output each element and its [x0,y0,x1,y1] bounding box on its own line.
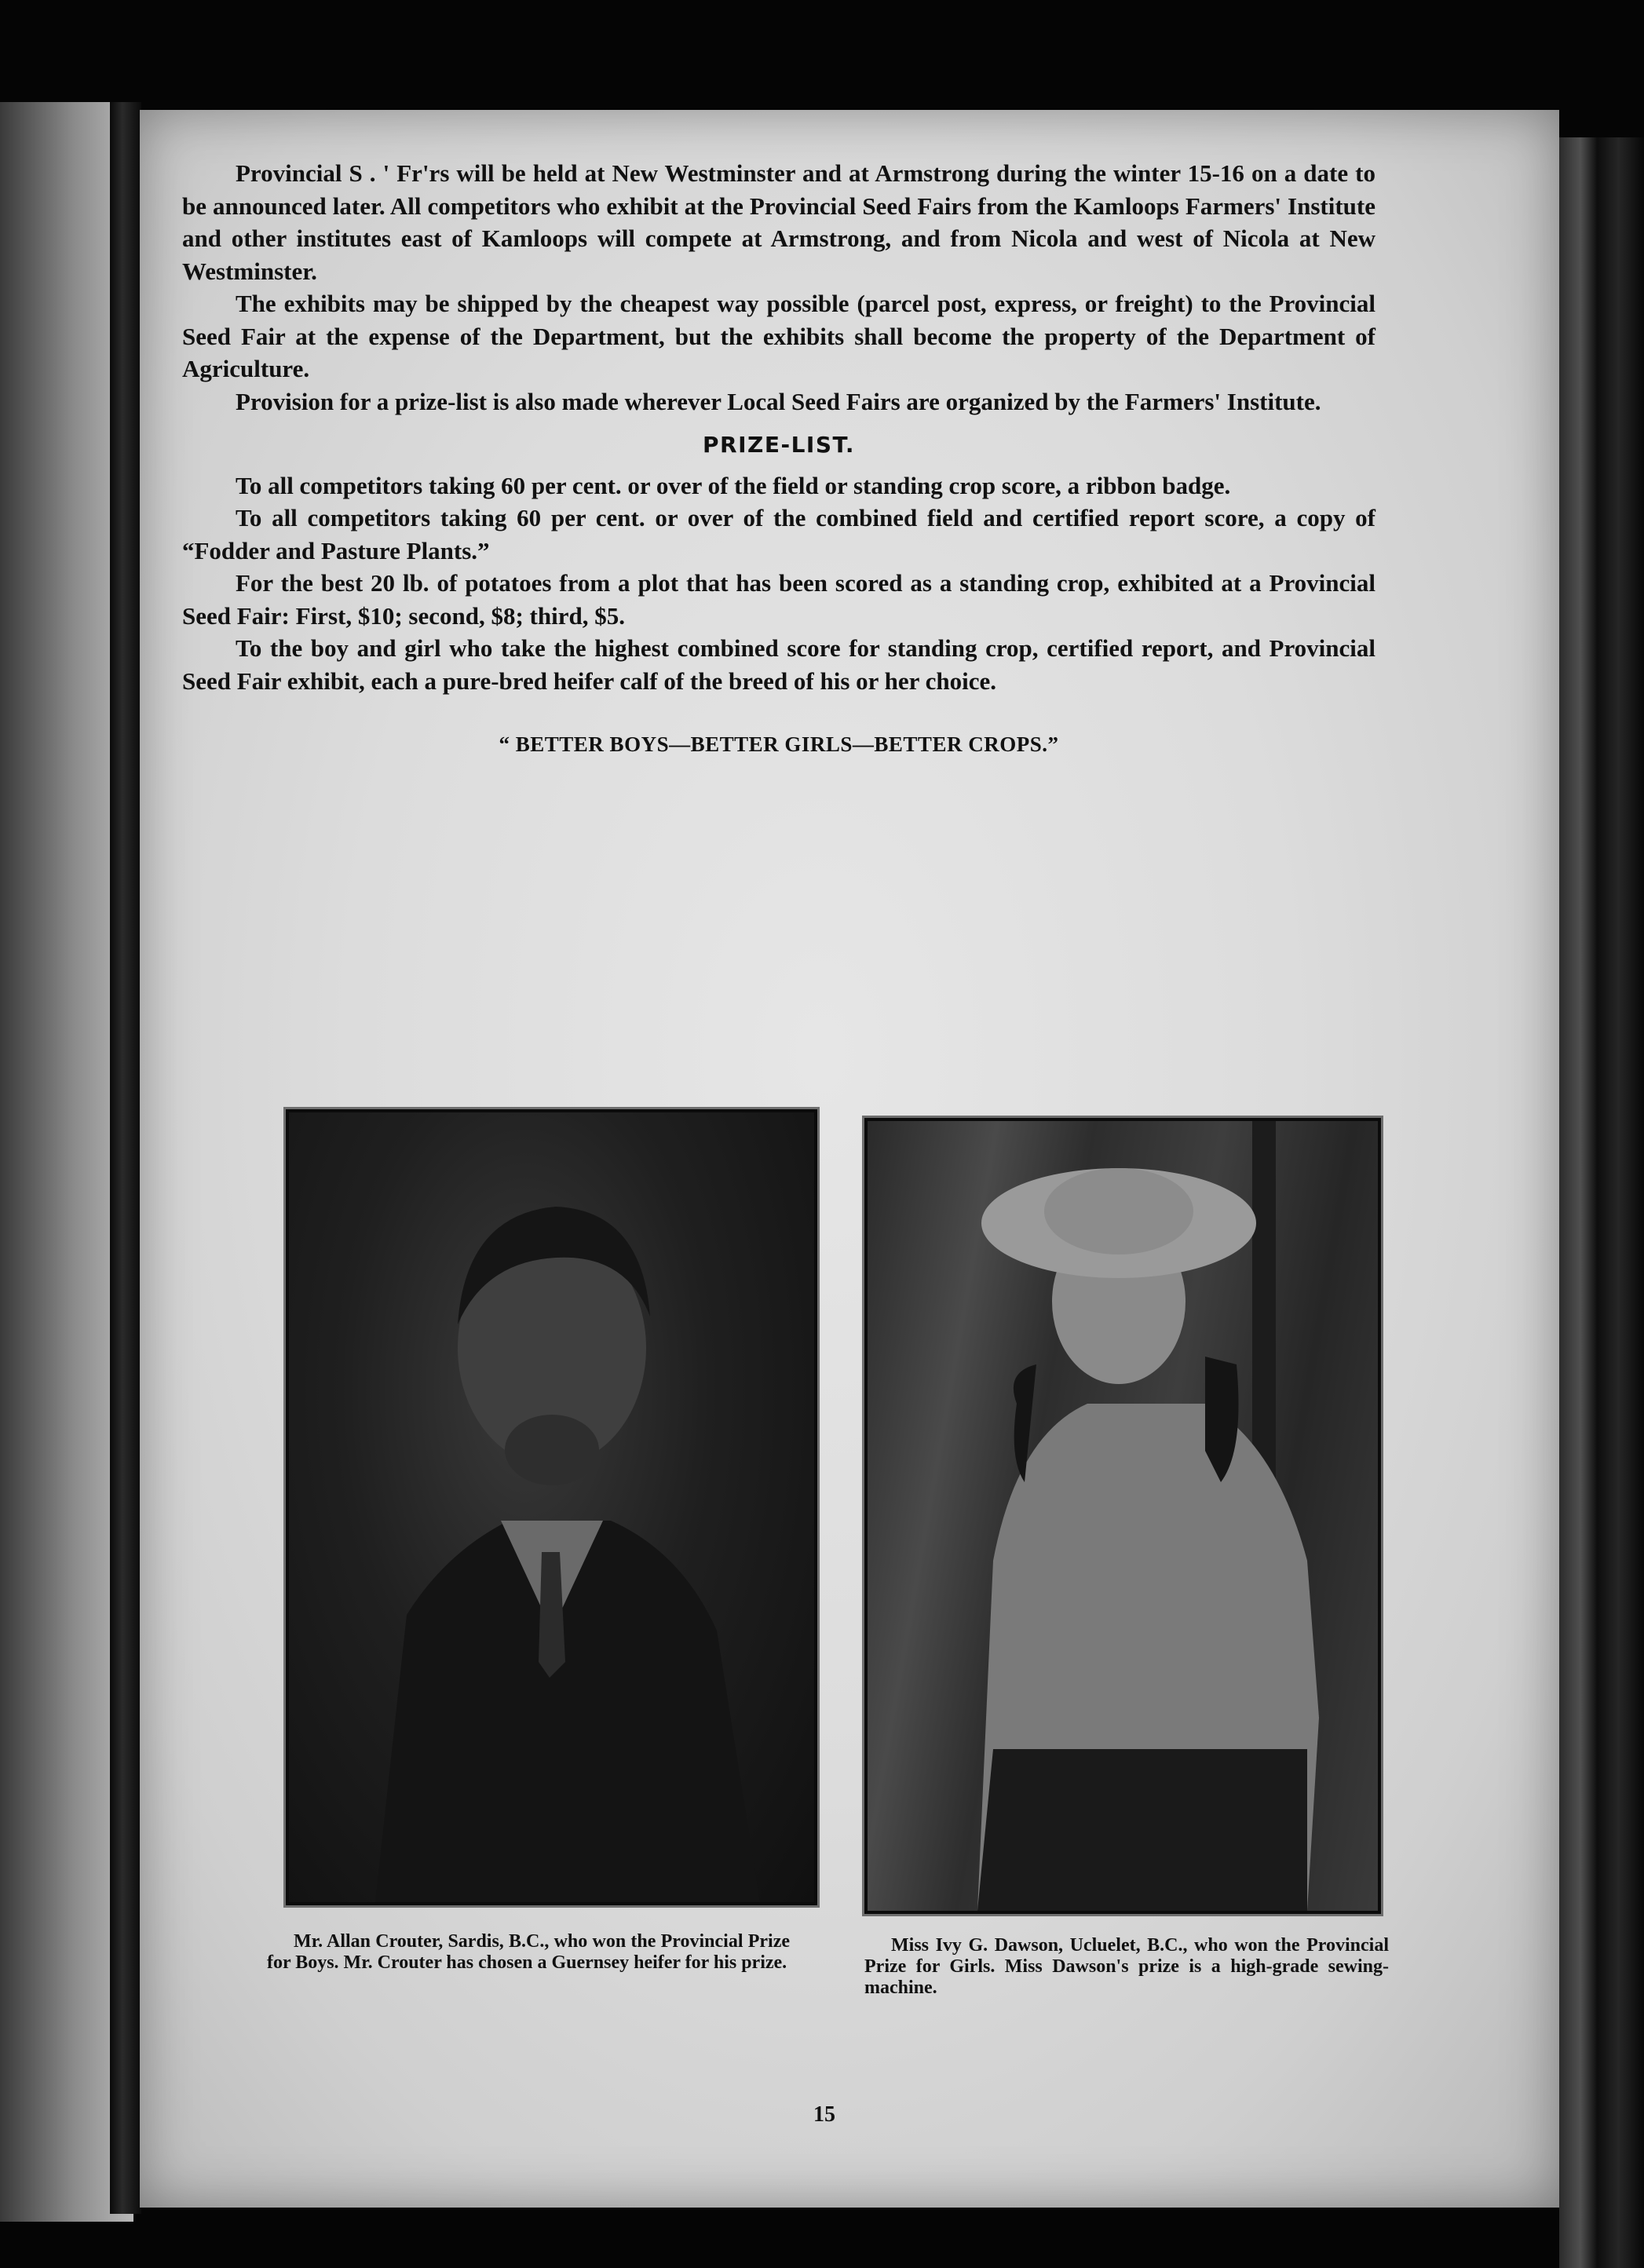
book-spine [110,102,141,2214]
girl-portrait-figure [868,1121,1378,1911]
prize-item-potatoes: For the best 20 lb. of potatoes from a plot that has been scored as a standing crop, exhibited at a Provincial Seed Fair: First, $10; second, $8; third, $5. [182,569,1375,630]
motto: “ BETTER BOYS—BETTER GIRLS—BETTER CROPS.” [499,732,1059,756]
paragraph-shipping: The exhibits may be shipped by the cheapest way possible (parcel post, express, or freight) to the Provincial Seed Fair at the expense of the Department, but the exhibits shall become the property of the Department of Agriculture. [182,290,1375,382]
boy-portrait-figure [289,1112,814,1902]
prize-item-ribbon: To all competitors taking 60 per cent. or over of the field or standing crop score, a ribbon badge. [236,471,1231,499]
book-right-edge [1559,137,1644,2268]
paragraph-local-fairs: Provision for a prize-list is also made wherever Local Seed Fairs are organized by the Farmers' Institute. [236,387,1321,415]
prize-item-heifer: To the boy and girl who take the highest combined score for standing crop, certified report, and Provincial Seed Fair exhibit, each a pure-bred heifer calf of the breed of his or her choice. [182,634,1375,695]
body-text [182,157,1375,761]
portrait-photo-girl [864,1118,1381,1914]
page-number: 15 [813,2102,835,2127]
caption-girl: Miss Ivy G. Dawson, Ucluelet, B.C., who won the Provincial Prize for Girls. Miss Dawson's prize is a high-grade sewing-machine. [864,1935,1389,1998]
prize-list-heading: PRIZE-LIST. [703,432,855,458]
caption-boy: Mr. Allan Crouter, Sardis, B.C., who won the Provincial Prize for Boys. Mr. Crouter has chosen a Guernsey heifer for his prize. [267,1931,790,1973]
portrait-photo-boy [286,1109,817,1905]
paragraph-seed-fairs: Provincial S . ' Fr'rs will be held at New Westminster and at Armstrong during the winter 15-16 on a date to be announced later. All competitors who exhibit at the Provincial Seed Fairs from the Kamloops Farmers' Institute and other institutes east of Kamloops will compete at Armstrong, and from Nicola and west of Nicola at New Westminster. [182,159,1375,285]
prize-item-book: To all competitors taking 60 per cent. or over of the combined field and certified report score, a copy of “Fodder and Pasture Plants.” [182,504,1375,564]
